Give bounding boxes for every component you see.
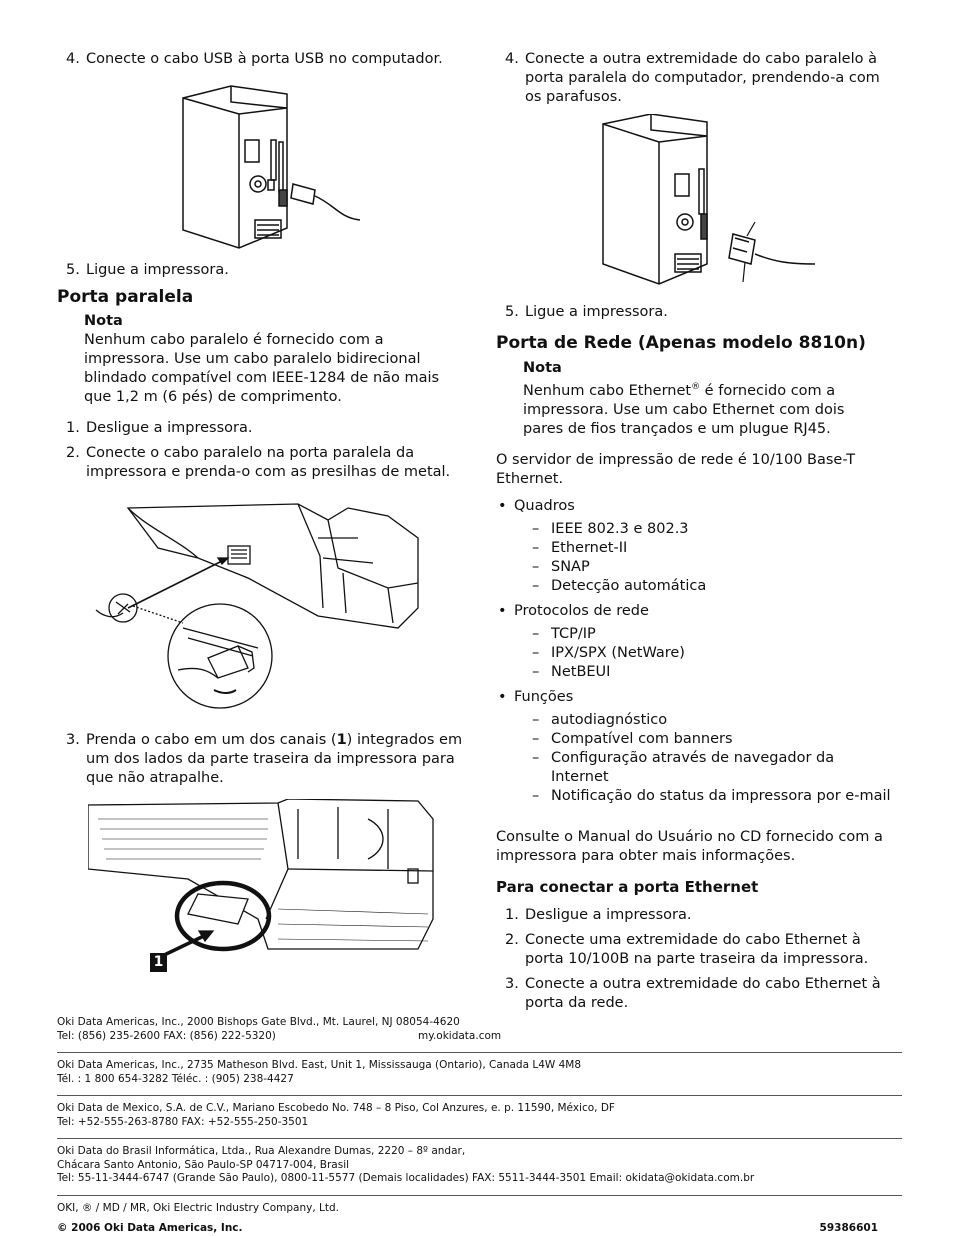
computer-usb-illustration <box>175 80 370 252</box>
protocols-sublist <box>514 625 896 682</box>
ethernet-step-1: 1. Desligue a impressora. <box>505 906 692 923</box>
parallel-computer-step-list-2 <box>496 303 896 322</box>
footer-brazil: Oki Data do Brasil Informática, Ltda., Rua Alexandre Dumas, 2220 – 8º andar, Chácara Santo Antonio, São Paulo-SP 04717-004, Brasil Tel: 55-11-3444-6747 (Grande São Paulo), 0800-11-5577 (Demais localidades) FAX: 5511-3444-3501 Email: okidata@okidata.com.br <box>57 1145 755 1184</box>
list-item: – Detecção automática <box>532 577 707 594</box>
print-server-text: O servidor de impressão de rede é 10/100 Base-T Ethernet. <box>496 451 856 487</box>
right-column <box>496 50 896 113</box>
footer <box>57 1014 902 1236</box>
parallel-computer-step-4: 4. Conecte a outra extremidade do cabo paralelo à porta paralela do computador, prendendo-a com os parafusos. <box>505 51 880 105</box>
printer-channel-figure <box>88 799 443 974</box>
list-item: – Notificação do status da impressora por e-mail <box>532 787 891 804</box>
left-column <box>57 50 467 75</box>
parallel-note <box>84 312 467 407</box>
callout-number-box: 1 <box>150 953 167 972</box>
list-item: – Ethernet-II <box>532 539 628 556</box>
footer-canada: Oki Data Americas, Inc., 2735 Matheson Blvd. East, Unit 1, Mississauga (Ontario), Canada L4W 4M8 Tél. : 1 800 654-3282 Téléc. : (905) 238-4427 <box>57 1059 582 1085</box>
list-item: – Compatível com banners <box>532 730 733 747</box>
ethernet-step-2: 2. Conecte uma extremidade do cabo Ethernet à porta 10/100B na parte traseira da impressora. <box>505 931 869 967</box>
parallel-computer-step-5: 5. Ligue a impressora. <box>505 304 668 320</box>
ethernet-step-list <box>496 906 896 1013</box>
left-step5-wrap <box>57 261 467 488</box>
feature-group-functions: • Funções – autodiagnóstico – Compatível com banners – Configuração através de navegador da Internet – Notificação do status da impressora por e-mail <box>496 688 896 806</box>
section-title-parallel: Porta paralela <box>57 287 194 307</box>
parallel-step-1: 1. Desligue a impressora. <box>66 420 253 436</box>
copyright: © 2006 Oki Data Americas, Inc. <box>57 1222 243 1234</box>
usb-step-5: 5. Ligue a impressora. <box>66 262 229 278</box>
printer-parallel-illustration <box>88 498 423 713</box>
parallel-computer-step-list <box>496 50 896 107</box>
footer-divider <box>57 1052 902 1053</box>
list-item: – TCP/IP <box>532 625 596 642</box>
functions-sublist <box>514 711 896 806</box>
ethernet-step-3: 3. Conecte a outra extremidade do cabo Ethernet à porta da rede. <box>505 975 881 1011</box>
footer-mexico: Oki Data de Mexico, S.A. de C.V., Mariano Escobedo No. 748 – 8 Piso, Col Anzures, e. p. 11590, México, DF Tel: +52-555-263-8780 FAX: +52-555-250-3501 <box>57 1102 615 1128</box>
subsection-title-ethernet: Para conectar a porta Ethernet <box>496 877 759 896</box>
document-number: 59386601 <box>819 1222 878 1234</box>
network-note <box>523 359 896 439</box>
feature-group-protocols: • Protocolos de rede – TCP/IP – IPX/SPX (NetWare) – NetBEUI <box>496 602 896 682</box>
parallel-step-2: 2. Conecte o cabo paralelo na porta paralela da impressora e prenda-o com as presilhas de metal. <box>66 445 451 480</box>
usb-step-list-2 <box>57 261 467 280</box>
footer-copyright-row <box>57 1222 878 1236</box>
right-lower <box>496 303 896 1019</box>
footer-divider <box>57 1095 902 1096</box>
footer-divider <box>57 1195 902 1196</box>
feature-group-frames: • Quadros – IEEE 802.3 e 802.3 – Ethernet-II – SNAP – Detecção automática <box>496 497 896 596</box>
section-title-network: Porta de Rede (Apenas modelo 8810n) <box>496 333 866 353</box>
network-note-text: Nenhum cabo Ethernet® é fornecido com a impressora. Use um cabo Ethernet com dois pares de fios trançados e um plugue RJ45. <box>523 382 845 437</box>
footer-divider <box>57 1138 902 1139</box>
computer-parallel-illustration <box>595 114 820 286</box>
list-item: – IEEE 802.3 e 802.3 <box>532 520 689 537</box>
parallel-step-3: 3. Prenda o cabo em um dos canais (1) integrados em um dos lados da parte traseira da impressora para que não atrapalhe. <box>66 732 463 786</box>
parallel-step-list <box>57 419 467 482</box>
list-item: – NetBEUI <box>532 663 611 680</box>
features-list <box>496 497 896 806</box>
list-item: – Configuração através de navegador da Internet <box>532 749 835 785</box>
list-item: – autodiagnóstico <box>532 711 668 728</box>
frames-sublist <box>514 520 896 596</box>
consult-manual-text: Consulte o Manual do Usuário no CD fornecido com a impressora para obter mais informações. <box>496 828 883 864</box>
usb-step-list <box>57 50 467 69</box>
note-label: Nota <box>84 313 123 329</box>
note-text: Nenhum cabo paralelo é fornecido com a impressora. Use um cabo paralelo bidirecional blindado compatível com IEEE-1284 de não mais que 1,2 m (6 pés) de comprimento. <box>84 332 440 405</box>
left-step3-wrap <box>57 731 467 794</box>
list-item: – IPX/SPX (NetWare) <box>532 644 685 661</box>
note-label: Nota <box>523 360 562 376</box>
parallel-step-list-3 <box>57 731 467 788</box>
footer-trademark: OKI, ® / MD / MR, Oki Electric Industry Company, Ltd. <box>57 1201 339 1214</box>
list-item: – SNAP <box>532 558 590 575</box>
website-link[interactable]: my.okidata.com <box>418 1029 502 1042</box>
usb-step-4: 4. Conecte o cabo USB à porta USB no computador. <box>66 51 443 67</box>
footer-usa: Oki Data Americas, Inc., 2000 Bishops Gate Blvd., Mt. Laurel, NJ 08054-4620 Tel: (856) 235-2600 FAX: (856) 222-5320) my.okidata.com <box>57 1016 502 1042</box>
printer-channel-illustration <box>88 799 443 974</box>
